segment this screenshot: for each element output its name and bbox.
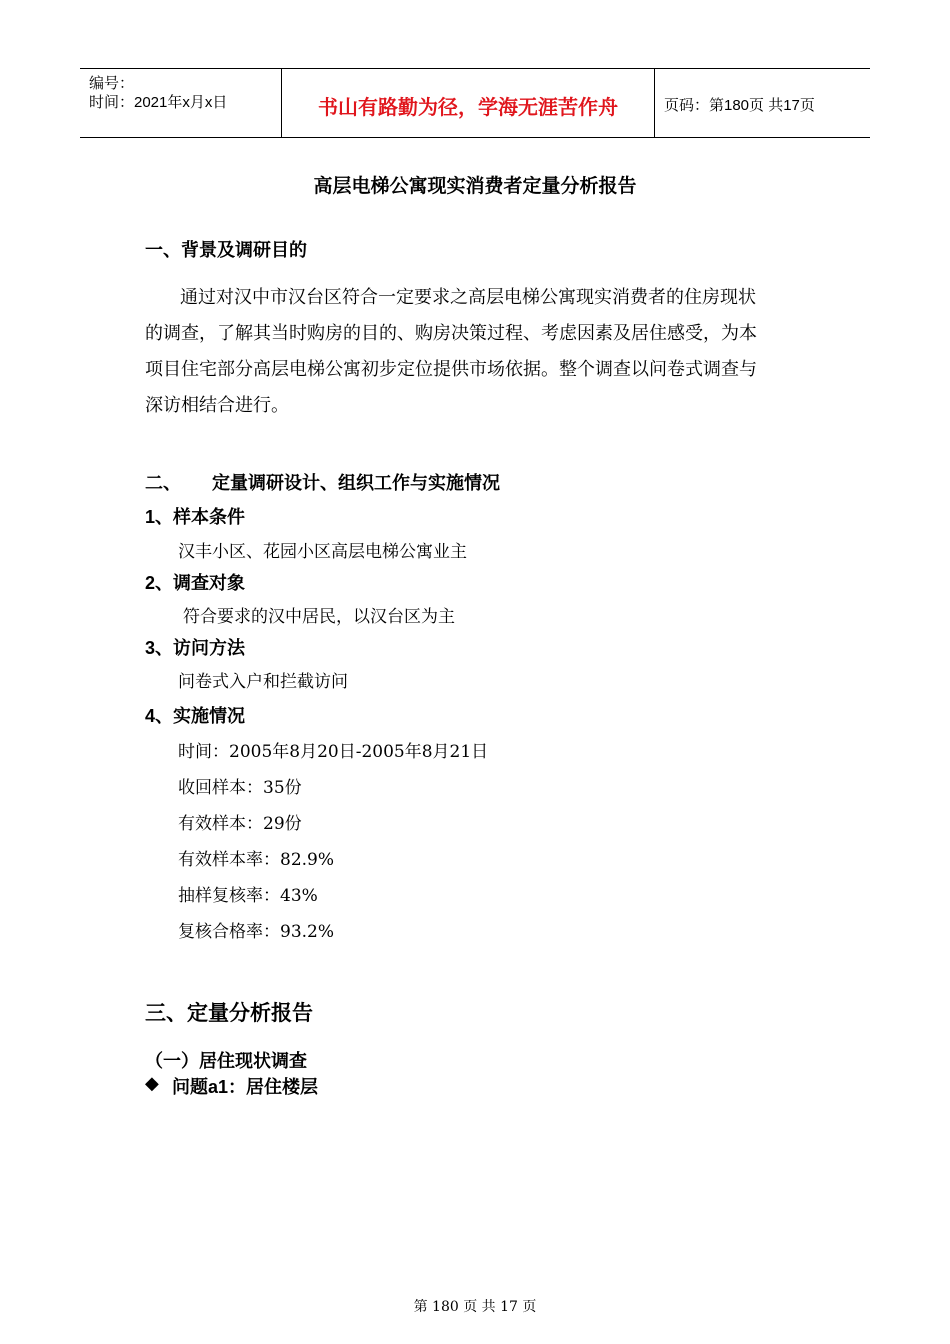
header-right-cell [655,69,870,137]
implementation-item: 有效样本率：82.9% [178,850,335,870]
section1-paragraph-line-1: 通过对汉中市汉台区符合一定要求之高层电梯公寓现实消费者的住房现状 [180,287,756,308]
document-number-label: 编号： [89,75,135,92]
document-title: 高层电梯公寓现实消费者定量分析报告 [313,176,637,197]
survey-target-heading: 2、调查对象 [145,573,246,593]
header-left-cell [80,69,282,137]
header-motto: 书山有路勤为径，学海无涯苦作舟 [318,97,618,119]
document-time-label: 时间：2021年x月x日 [89,94,228,111]
implementation-item: 有效样本：29份 [178,814,302,834]
implementation-item: 时间：2005年8月20日-2005年8月21日 [178,742,489,762]
header-middle-cell [282,69,655,137]
section1-paragraph-line-3: 项目住宅部分高层电梯公寓初步定位提供市场依据。整个调查以问卷式调查与 [145,359,757,380]
section2-heading: 定量调研设计、组织工作与实施情况 [212,473,500,493]
section2-heading-number: 二、 [145,473,181,493]
page-footer: 第 180 页 共 17 页 [413,1299,537,1315]
section1-heading: 一、背景及调研目的 [145,240,307,260]
implementation-item: 复核合格率：93.2% [178,922,335,942]
header-page-info: 页码：第180页 共17页 [664,97,815,114]
section3-heading: 三、定量分析报告 [145,1002,313,1025]
sample-condition-heading: 1、样本条件 [145,507,246,527]
interview-method-text: 问卷式入户和拦截访问 [178,672,348,692]
sample-condition-text: 汉丰小区、花园小区高层电梯公寓业主 [178,542,467,562]
section1-paragraph-line-2: 的调查，了解其当时购房的目的、购房决策过程、考虑因素及居住感受，为本 [145,323,757,344]
question-a1-label: 问题a1：居住楼层 [172,1077,319,1097]
implementation-heading: 4、实施情况 [145,706,246,726]
interview-method-heading: 3、访问方法 [145,638,246,658]
header-table [80,68,870,138]
diamond-bullet-icon: ◆ [145,1073,159,1093]
survey-target-text: 符合要求的汉中居民，以汉台区为主 [183,607,455,627]
section3-subheading: （一）居住现状调查 [145,1051,307,1071]
section1-paragraph-line-4: 深访相结合进行。 [145,395,289,416]
implementation-item: 收回样本：35份 [178,778,302,798]
implementation-item: 抽样复核率：43% [178,886,318,906]
